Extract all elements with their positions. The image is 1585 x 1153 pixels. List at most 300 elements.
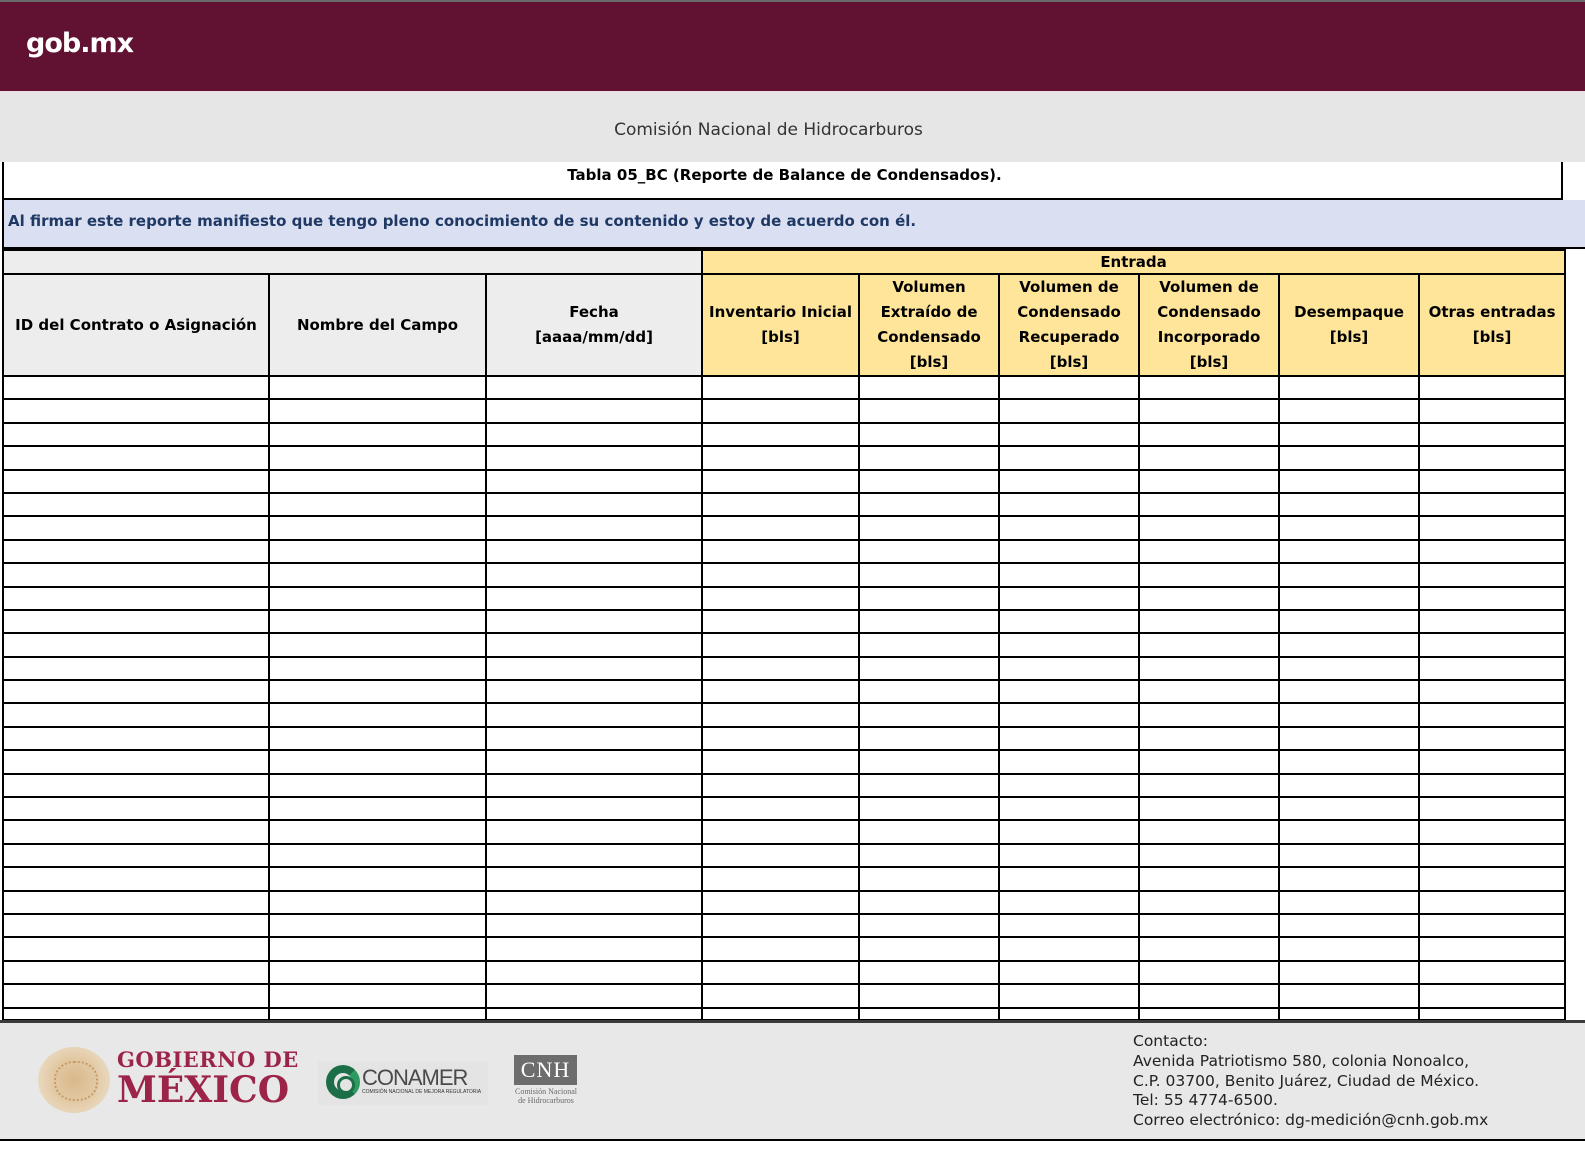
table-cell[interactable] — [3, 633, 269, 656]
column-header-row — [3, 274, 1565, 376]
table-cell[interactable] — [859, 423, 999, 446]
table-cell[interactable] — [702, 470, 859, 493]
col-header-desempaque: Desempaque [bls] — [1279, 274, 1419, 376]
table-cell[interactable] — [269, 750, 486, 773]
table-cell[interactable] — [486, 774, 702, 797]
contact-email[interactable]: Correo electrónico: dg-medición@cnh.gob.mx — [1133, 1111, 1489, 1130]
table-cell[interactable] — [269, 680, 486, 703]
table-row — [3, 446, 1565, 469]
table-cell[interactable] — [486, 610, 702, 633]
table-cell[interactable] — [269, 891, 486, 914]
table-cell[interactable] — [3, 540, 269, 563]
table-cell[interactable] — [486, 1008, 702, 1020]
table-cell[interactable] — [269, 610, 486, 633]
table-cell[interactable] — [859, 563, 999, 586]
table-row — [3, 844, 1565, 867]
table-cell[interactable] — [1139, 563, 1279, 586]
table-cell[interactable] — [999, 703, 1139, 726]
table-cell[interactable] — [3, 797, 269, 820]
table-cell[interactable] — [1279, 610, 1419, 633]
table-row — [3, 914, 1565, 937]
table-cell[interactable] — [702, 633, 859, 656]
table-row — [3, 470, 1565, 493]
gobmx-logo[interactable]: gob.mx — [26, 28, 134, 59]
table-row — [3, 703, 1565, 726]
table-cell[interactable] — [486, 376, 702, 399]
table-cell[interactable] — [702, 914, 859, 937]
table-cell[interactable] — [859, 797, 999, 820]
table-cell[interactable] — [702, 937, 859, 960]
table-cell[interactable] — [1139, 540, 1279, 563]
table-cell[interactable] — [999, 750, 1139, 773]
table-cell[interactable] — [1279, 657, 1419, 680]
table-cell[interactable] — [3, 867, 269, 890]
col-header-otras-entradas: Otras entradas [bls] — [1419, 274, 1565, 376]
table-cell[interactable] — [3, 820, 269, 843]
table-cell[interactable] — [486, 984, 702, 1007]
table-cell[interactable] — [1139, 633, 1279, 656]
table-cell[interactable] — [859, 844, 999, 867]
group-header-row — [3, 250, 1565, 274]
table-cell[interactable] — [269, 540, 486, 563]
table-cell[interactable] — [702, 774, 859, 797]
table-cell[interactable] — [1279, 774, 1419, 797]
table-cell[interactable] — [859, 493, 999, 516]
table-cell[interactable] — [702, 797, 859, 820]
table-cell[interactable] — [1279, 470, 1419, 493]
table-cell[interactable] — [1279, 891, 1419, 914]
table-cell[interactable] — [1279, 587, 1419, 610]
table-cell[interactable] — [3, 446, 269, 469]
table-cell[interactable] — [3, 984, 269, 1007]
table-row — [3, 399, 1565, 422]
table-cell[interactable] — [1139, 867, 1279, 890]
table-cell[interactable] — [486, 657, 702, 680]
table-row — [3, 984, 1565, 1007]
table-row — [3, 774, 1565, 797]
table-cell[interactable] — [1279, 446, 1419, 469]
table-cell[interactable] — [486, 493, 702, 516]
table-cell[interactable] — [1419, 376, 1565, 399]
table-cell[interactable] — [999, 446, 1139, 469]
table-cell[interactable] — [269, 937, 486, 960]
table-cell[interactable] — [1139, 493, 1279, 516]
table-cell[interactable] — [486, 470, 702, 493]
table-cell[interactable] — [486, 867, 702, 890]
declaration-text: Al firmar este reporte manifiesto que tengo pleno conocimiento de su contenido y estoy de acuerdo con él. — [8, 212, 917, 230]
table-row — [3, 820, 1565, 843]
table-cell[interactable] — [702, 844, 859, 867]
table-cell[interactable] — [702, 867, 859, 890]
table-cell[interactable] — [1139, 680, 1279, 703]
table-cell[interactable] — [999, 399, 1139, 422]
table-cell[interactable] — [999, 423, 1139, 446]
table-row — [3, 423, 1565, 446]
table-cell[interactable] — [1279, 423, 1419, 446]
table-cell[interactable] — [702, 961, 859, 984]
table-cell[interactable] — [999, 493, 1139, 516]
table-cell[interactable] — [1279, 376, 1419, 399]
table-cell[interactable] — [269, 961, 486, 984]
table-cell[interactable] — [859, 727, 999, 750]
table-cell[interactable] — [3, 470, 269, 493]
table-cell[interactable] — [269, 493, 486, 516]
table-row — [3, 540, 1565, 563]
table-cell[interactable] — [269, 797, 486, 820]
table-cell[interactable] — [3, 493, 269, 516]
table-row — [3, 493, 1565, 516]
table-cell[interactable] — [486, 516, 702, 539]
table-cell[interactable] — [1139, 516, 1279, 539]
table-cell[interactable] — [3, 703, 269, 726]
table-cell[interactable] — [999, 470, 1139, 493]
table-cell[interactable] — [1279, 516, 1419, 539]
cnh-logo[interactable]: CNH — [514, 1055, 577, 1085]
table-cell[interactable] — [3, 516, 269, 539]
table-cell[interactable] — [859, 633, 999, 656]
table-cell[interactable] — [1419, 797, 1565, 820]
table-cell[interactable] — [1419, 750, 1565, 773]
table-cell[interactable] — [1279, 914, 1419, 937]
table-cell[interactable] — [999, 540, 1139, 563]
table-cell[interactable] — [999, 914, 1139, 937]
table-cell[interactable] — [702, 493, 859, 516]
table-cell[interactable] — [3, 657, 269, 680]
table-cell[interactable] — [1279, 797, 1419, 820]
table-cell[interactable] — [702, 703, 859, 726]
table-cell[interactable] — [1279, 399, 1419, 422]
table-cell[interactable] — [1139, 610, 1279, 633]
table-cell[interactable] — [859, 446, 999, 469]
table-cell[interactable] — [999, 633, 1139, 656]
table-cell[interactable] — [859, 914, 999, 937]
table-cell[interactable] — [269, 423, 486, 446]
table-cell[interactable] — [1419, 563, 1565, 586]
table-cell[interactable] — [859, 610, 999, 633]
table-cell[interactable] — [1139, 914, 1279, 937]
table-cell[interactable] — [1419, 820, 1565, 843]
conamer-ring-icon — [326, 1065, 360, 1099]
table-row — [3, 657, 1565, 680]
table-cell[interactable] — [1139, 423, 1279, 446]
table-cell[interactable] — [999, 891, 1139, 914]
table-row — [3, 633, 1565, 656]
table-cell[interactable] — [1139, 750, 1279, 773]
table-cell[interactable] — [486, 563, 702, 586]
table-cell[interactable] — [3, 1008, 269, 1020]
table-cell[interactable] — [859, 680, 999, 703]
mexico-coat-of-arms-icon — [38, 1047, 110, 1113]
contact-address-line2: C.P. 03700, Benito Juárez, Ciudad de México. — [1133, 1071, 1480, 1090]
table-cell[interactable] — [269, 914, 486, 937]
table-cell[interactable] — [269, 727, 486, 750]
table-cell[interactable] — [3, 587, 269, 610]
table-cell[interactable] — [1279, 937, 1419, 960]
table-cell[interactable] — [999, 376, 1139, 399]
table-cell[interactable] — [1419, 587, 1565, 610]
table-cell[interactable] — [486, 399, 702, 422]
table-cell[interactable] — [702, 587, 859, 610]
col-header-volumen-extraido: Volumen Extraído de Condensado [bls] — [859, 274, 999, 376]
table-cell[interactable] — [3, 399, 269, 422]
table-cell[interactable] — [3, 563, 269, 586]
table-cell[interactable] — [486, 914, 702, 937]
table-cell[interactable] — [1279, 633, 1419, 656]
table-cell[interactable] — [269, 984, 486, 1007]
table-cell[interactable] — [859, 540, 999, 563]
table-cell[interactable] — [1419, 844, 1565, 867]
table-cell[interactable] — [1419, 984, 1565, 1007]
table-cell[interactable] — [999, 820, 1139, 843]
table-cell[interactable] — [702, 657, 859, 680]
table-cell[interactable] — [1419, 657, 1565, 680]
table-cell[interactable] — [1279, 1008, 1419, 1020]
table-cell[interactable] — [702, 891, 859, 914]
table-cell[interactable] — [1419, 423, 1565, 446]
contact-label: Contacto: — [1133, 1032, 1209, 1050]
table-cell[interactable] — [1419, 867, 1565, 890]
table-cell[interactable] — [3, 844, 269, 867]
entrada-group-header: Entrada — [702, 250, 1565, 274]
table-cell[interactable] — [269, 774, 486, 797]
table-cell[interactable] — [1139, 587, 1279, 610]
table-cell[interactable] — [1419, 961, 1565, 984]
table-cell[interactable] — [1419, 914, 1565, 937]
contact-address-line1: Avenida Patriotismo 580, colonia Nonoalco, — [1133, 1051, 1470, 1070]
table-cell[interactable] — [702, 423, 859, 446]
table-cell[interactable] — [486, 680, 702, 703]
table-row — [3, 376, 1565, 399]
table-cell[interactable] — [1139, 797, 1279, 820]
table-cell[interactable] — [1279, 820, 1419, 843]
table-body — [3, 376, 1565, 1020]
agency-name: Comisión Nacional de Hidrocarburos — [614, 120, 923, 140]
col-header-inventario-inicial: Inventario Inicial [bls] — [702, 274, 859, 376]
table-cell[interactable] — [1279, 680, 1419, 703]
table-cell[interactable] — [702, 1008, 859, 1020]
table-cell[interactable] — [486, 797, 702, 820]
table-cell[interactable] — [1139, 891, 1279, 914]
table-cell[interactable] — [999, 610, 1139, 633]
table-cell[interactable] — [269, 703, 486, 726]
table-cell[interactable] — [269, 657, 486, 680]
table-cell[interactable] — [1419, 446, 1565, 469]
table-cell[interactable] — [1139, 774, 1279, 797]
table-cell[interactable] — [1279, 703, 1419, 726]
table-cell[interactable] — [702, 750, 859, 773]
table-cell[interactable] — [3, 774, 269, 797]
table-cell[interactable] — [702, 516, 859, 539]
table-cell[interactable] — [999, 657, 1139, 680]
table-cell[interactable] — [859, 399, 999, 422]
table-cell[interactable] — [486, 891, 702, 914]
table-cell[interactable] — [859, 961, 999, 984]
table-cell[interactable] — [702, 727, 859, 750]
table-cell[interactable] — [1279, 540, 1419, 563]
table-cell[interactable] — [486, 727, 702, 750]
table-cell[interactable] — [1419, 1008, 1565, 1020]
table-cell[interactable] — [1279, 984, 1419, 1007]
table-cell[interactable] — [702, 399, 859, 422]
table-cell[interactable] — [999, 797, 1139, 820]
contact-phone: Tel: 55 4774-6500. — [1133, 1091, 1278, 1110]
table-cell[interactable] — [1279, 727, 1419, 750]
table-cell[interactable] — [702, 376, 859, 399]
table-cell[interactable] — [859, 1008, 999, 1020]
table-cell[interactable] — [3, 914, 269, 937]
table-cell[interactable] — [999, 937, 1139, 960]
table-cell[interactable] — [486, 750, 702, 773]
table-cell[interactable] — [269, 563, 486, 586]
cnh-logo-caption: Comisión Nacional de Hidrocarburos — [515, 1087, 577, 1105]
table-cell[interactable] — [3, 376, 269, 399]
table-cell[interactable] — [3, 937, 269, 960]
table-cell[interactable] — [702, 680, 859, 703]
col-header-nombre-campo: Nombre del Campo — [269, 274, 486, 376]
table-cell[interactable] — [1139, 399, 1279, 422]
table-row — [3, 516, 1565, 539]
table-cell[interactable] — [1279, 493, 1419, 516]
table-cell[interactable] — [486, 961, 702, 984]
table-cell[interactable] — [859, 750, 999, 773]
table-cell[interactable] — [1279, 563, 1419, 586]
table-cell[interactable] — [859, 657, 999, 680]
table-cell[interactable] — [486, 633, 702, 656]
table-cell[interactable] — [1279, 867, 1419, 890]
table-cell[interactable] — [486, 844, 702, 867]
table-cell[interactable] — [1419, 470, 1565, 493]
table-cell[interactable] — [1139, 446, 1279, 469]
table-row — [3, 891, 1565, 914]
table-cell[interactable] — [486, 703, 702, 726]
table-cell[interactable] — [859, 867, 999, 890]
table-cell[interactable] — [269, 587, 486, 610]
table-cell[interactable] — [1139, 820, 1279, 843]
table-cell[interactable] — [999, 516, 1139, 539]
agency-band — [0, 92, 1585, 162]
table-cell[interactable] — [999, 587, 1139, 610]
table-cell[interactable] — [999, 680, 1139, 703]
table-cell[interactable] — [1419, 774, 1565, 797]
table-cell[interactable] — [999, 727, 1139, 750]
table-cell[interactable] — [1139, 984, 1279, 1007]
table-cell[interactable] — [702, 820, 859, 843]
table-cell[interactable] — [702, 610, 859, 633]
table-cell[interactable] — [486, 587, 702, 610]
table-cell[interactable] — [3, 423, 269, 446]
table-cell[interactable] — [1419, 610, 1565, 633]
table-cell[interactable] — [999, 1008, 1139, 1020]
table-cell[interactable] — [1139, 703, 1279, 726]
table-cell[interactable] — [1139, 844, 1279, 867]
table-cell[interactable] — [3, 610, 269, 633]
table-cell[interactable] — [3, 750, 269, 773]
table-cell[interactable] — [859, 774, 999, 797]
table-cell[interactable] — [999, 961, 1139, 984]
table-cell[interactable] — [702, 446, 859, 469]
table-cell[interactable] — [1419, 633, 1565, 656]
table-cell[interactable] — [1279, 844, 1419, 867]
table-cell[interactable] — [999, 844, 1139, 867]
table-cell[interactable] — [3, 680, 269, 703]
table-cell[interactable] — [999, 984, 1139, 1007]
col-header-volumen-recuperado: Volumen de Condensado Recuperado [bls] — [999, 274, 1139, 376]
table-cell[interactable] — [1139, 961, 1279, 984]
table-cell[interactable] — [269, 399, 486, 422]
table-cell[interactable] — [269, 633, 486, 656]
col-header-id-contrato: ID del Contrato o Asignación — [3, 274, 269, 376]
table-cell[interactable] — [999, 774, 1139, 797]
table-cell[interactable] — [859, 937, 999, 960]
table-cell[interactable] — [269, 376, 486, 399]
table-cell[interactable] — [702, 563, 859, 586]
table-cell[interactable] — [702, 540, 859, 563]
table-cell[interactable] — [1139, 657, 1279, 680]
table-cell[interactable] — [1419, 516, 1565, 539]
table-cell[interactable] — [859, 703, 999, 726]
table-cell[interactable] — [859, 984, 999, 1007]
table-cell[interactable] — [1139, 376, 1279, 399]
table-row — [3, 797, 1565, 820]
table-cell[interactable] — [859, 820, 999, 843]
table-cell[interactable] — [1419, 891, 1565, 914]
table-cell[interactable] — [1139, 1008, 1279, 1020]
table-cell[interactable] — [1419, 493, 1565, 516]
table-cell[interactable] — [1419, 703, 1565, 726]
balance-table — [2, 249, 1566, 1021]
table-cell[interactable] — [859, 587, 999, 610]
table-cell[interactable] — [269, 844, 486, 867]
table-cell[interactable] — [486, 937, 702, 960]
table-cell[interactable] — [1419, 399, 1565, 422]
table-cell[interactable] — [1419, 727, 1565, 750]
table-row — [3, 937, 1565, 960]
table-cell[interactable] — [999, 563, 1139, 586]
table-cell[interactable] — [3, 891, 269, 914]
table-cell[interactable] — [702, 984, 859, 1007]
table-cell[interactable] — [1139, 937, 1279, 960]
table-cell[interactable] — [1139, 470, 1279, 493]
table-cell[interactable] — [269, 446, 486, 469]
table-cell[interactable] — [1419, 540, 1565, 563]
table-row — [3, 750, 1565, 773]
table-cell[interactable] — [1419, 937, 1565, 960]
table-cell[interactable] — [486, 423, 702, 446]
table-cell[interactable] — [1279, 750, 1419, 773]
gobierno-de-mexico-logo[interactable]: GOBIERNO DE MÉXICO — [117, 1047, 299, 1111]
table-cell[interactable] — [999, 867, 1139, 890]
table-cell[interactable] — [486, 540, 702, 563]
table-cell[interactable] — [859, 470, 999, 493]
table-cell[interactable] — [269, 470, 486, 493]
table-row — [3, 587, 1565, 610]
table-cell[interactable] — [859, 376, 999, 399]
table-cell[interactable] — [1419, 680, 1565, 703]
table-cell[interactable] — [3, 727, 269, 750]
table-cell[interactable] — [859, 516, 999, 539]
table-cell[interactable] — [1279, 961, 1419, 984]
table-cell[interactable] — [269, 516, 486, 539]
conamer-logo[interactable]: CONAMER COMISIÓN NACIONAL DE MEJORA REGULATORIA — [318, 1061, 488, 1105]
table-cell[interactable] — [269, 820, 486, 843]
table-cell[interactable] — [1139, 727, 1279, 750]
table-cell[interactable] — [486, 446, 702, 469]
table-cell[interactable] — [269, 867, 486, 890]
table-cell[interactable] — [3, 961, 269, 984]
table-cell[interactable] — [859, 891, 999, 914]
table-cell[interactable] — [269, 1008, 486, 1020]
table-cell[interactable] — [486, 820, 702, 843]
